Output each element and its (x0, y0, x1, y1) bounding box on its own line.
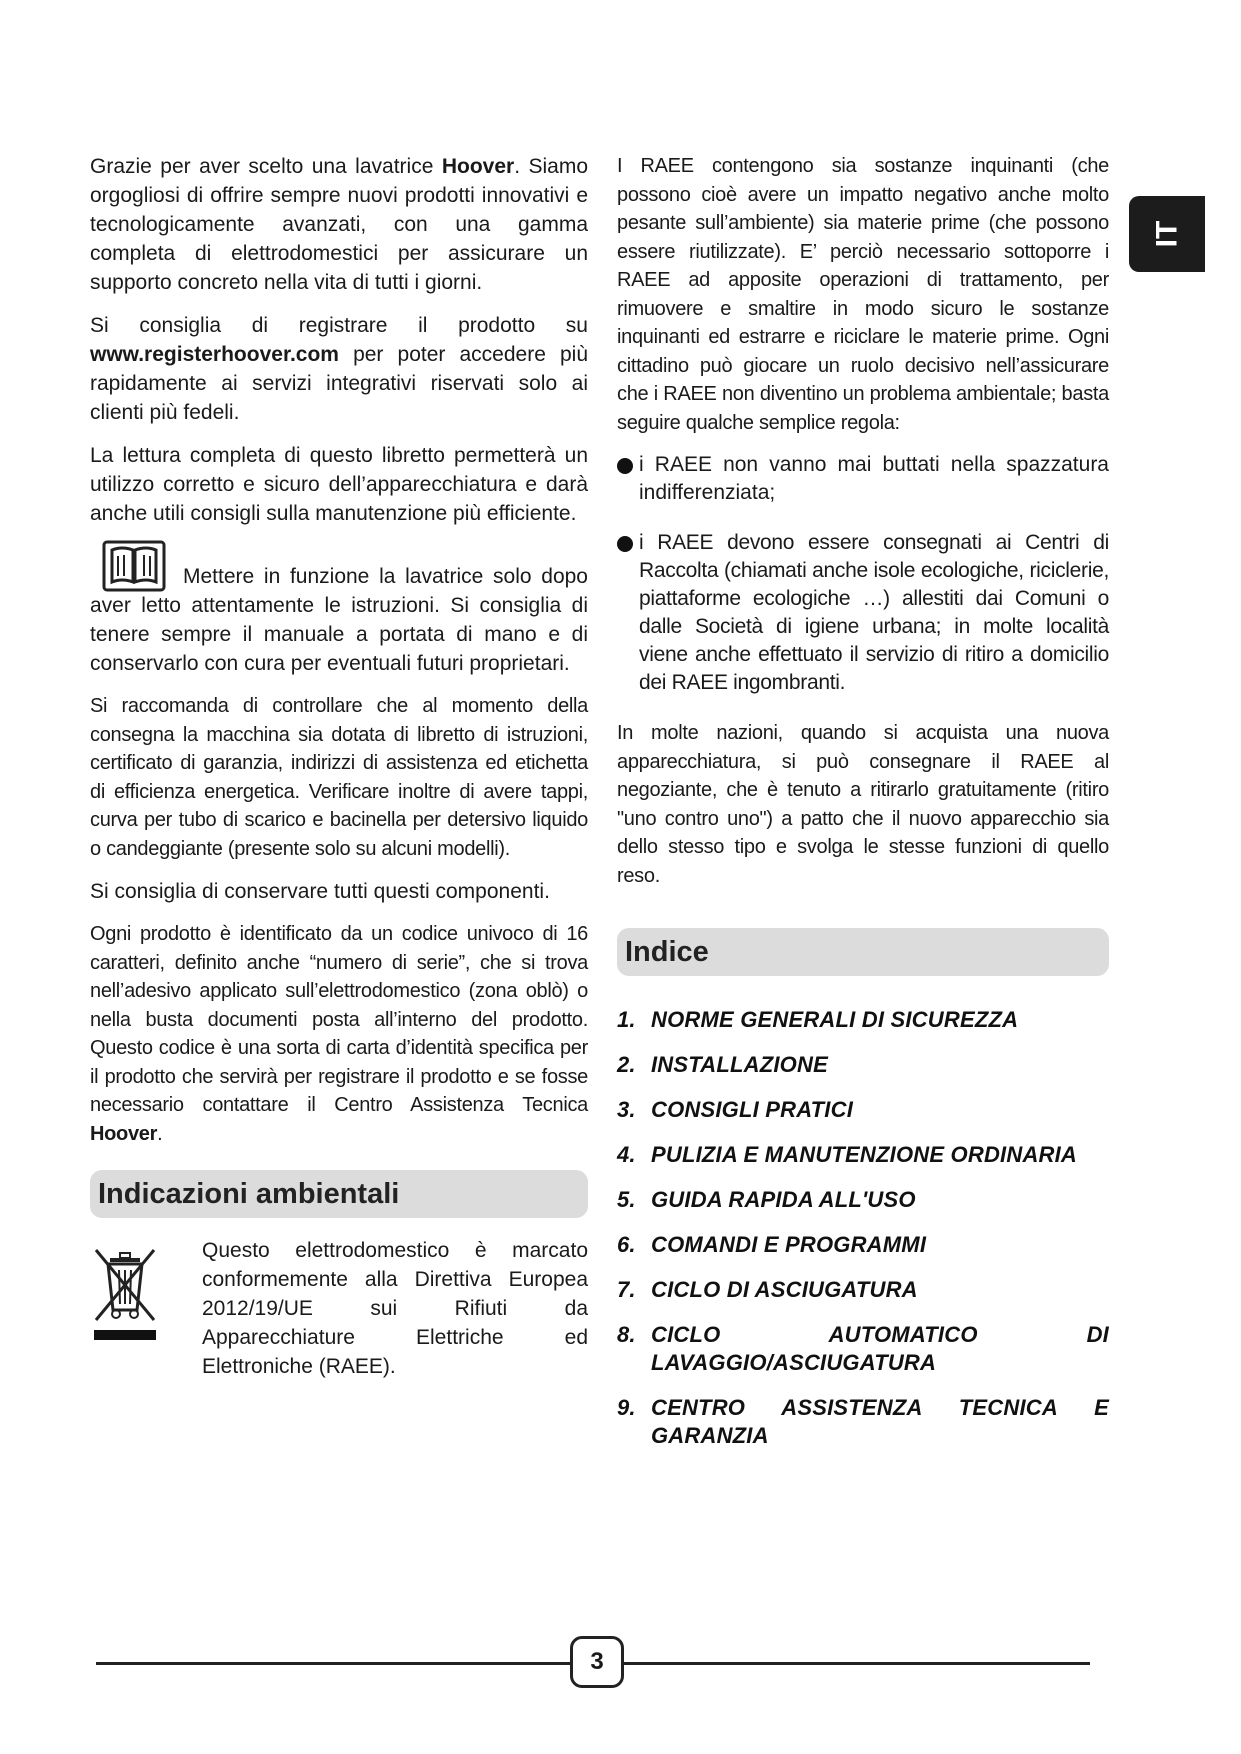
toc-item[interactable]: 6. COMANDI E PROGRAMMI (617, 1232, 927, 1257)
brand-name-footer: Hoover (90, 1122, 158, 1145)
list-item: i RAEE devono essere consegnati ai Centri di Raccolta (chiamati anche isole ecologiche, riciclerie, piattaforme ecologiche …) allestiti dai Comuni o dalle Società di igiene urbana; in molte località viene anche effettuato il servizio di ritiro a domicilio dei RAEE ingombranti. (617, 529, 1109, 697)
intro-paragraph: Grazie per aver scelto una lavatrice Hoover. Siamo orgogliosi di offrire sempre nuovi prodotti innovativi e tecnologicamente avanzati, con una gamma completa di elettrodomestici per assicurare un supporto concreto nella vita di tutti i giorni. (90, 155, 588, 294)
language-tab (1129, 196, 1205, 272)
toc-item[interactable]: 9. CENTRO ASSISTENZA TECNICA E GARANZIA (617, 1395, 1109, 1448)
toc-item[interactable]: 2. INSTALLAZIONE (617, 1052, 828, 1077)
toc-item[interactable]: 5. GUIDA RAPIDA ALL'USO (617, 1187, 916, 1212)
register-paragraph: Si consiglia di registrare il prodotto su www.registerhoover.com per poter accedere più rapidamente ai servizi integrativi riservati solo ai clienti più fedeli. (90, 314, 588, 424)
weee-paragraph: Questo elettrodomestico è marcato conformemente alla Direttiva Europea 2012/19/UE sui Rifiuti da Apparecchiature Elettriche ed Elettroniche (RAEE). (202, 1239, 588, 1378)
language-tab-label: IT (1149, 220, 1183, 248)
index-heading: Indice (617, 928, 1109, 976)
raee-intro-paragraph: I RAEE contengono sia sostanze inquinanti (che possono cioè avere un impatto negativo anche molto pesante sull’ambiente) sia materie prime (che possono essere riutilizzate). E’ perciò necessario sottoporre i RAEE ad apposite operazioni di trattamento, per rimuovere e smaltire in modo sicuro le sostanze inquinanti ed estrarre e riciclare le materie prime. Ogni cittadino può giocare un ruolo decisivo nell’assicurare che i RAEE non diventino un problema ambientale; basta seguire qualche semplice regola: (617, 155, 1109, 434)
reading-paragraph: La lettura completa di questo libretto permetterà un utilizzo corretto e sicuro dell’apparecchiatura e darà anche utili consigli sulla manutenzione più efficiente. (90, 444, 588, 525)
open-book-icon (102, 540, 166, 592)
toc-item[interactable]: 7. CICLO DI ASCIUGATURA (617, 1277, 918, 1302)
crossed-bin-icon (90, 1244, 160, 1340)
toc-item[interactable]: 3. CONSIGLI PRATICI (617, 1097, 854, 1122)
list-item: i RAEE non vanno mai buttati nella spazzatura indifferenziata; (617, 451, 1109, 507)
serial-paragraph: Ogni prodotto è identificato da un codice univoco di 16 caratteri, definito anche “numero di serie”, che si trova nell’adesivo applicato sull’elettrodomestico (zona oblò) o nella busta documenti posta all’interno del prodotto. Questo codice è una sorta di carta d’identità specifica per il prodotto che servirà per registrare il prodotto e se fosse necessario contattare il Centro Assistenza Tecnica Hoover. (90, 923, 588, 1145)
nations-paragraph: In molte nazioni, quando si acquista una nuova apparecchiatura, si può consegnare il RAEE al negoziante, che è tenuto a ritirarlo gratuitamente (ritiro "uno contro uno") a patto che il nuovo apparecchio sia dello stesso tipo e svolga le stesse funzioni di quello reso. (617, 722, 1109, 887)
raee-rules-list (617, 451, 1109, 697)
bullet-icon (617, 536, 633, 552)
table-of-contents (617, 1006, 1109, 1450)
check-delivery-paragraph: Si raccomanda di controllare che al momento della consegna la macchina sia dotata di libretto di istruzioni, certificato di garanzia, indirizzi di assistenza ed etichetta di efficienza energetica. Verificare inoltre di avere tappi, curva per tubo di scarico e bacinella per detersivo liquido o candeggiante (presente solo su alcuni modelli). (90, 695, 588, 860)
right-column (617, 152, 1109, 1467)
footer-rule-left (96, 1662, 570, 1665)
register-url[interactable]: www.registerhoover.com (90, 343, 339, 366)
env-section-heading: Indicazioni ambientali (90, 1170, 588, 1218)
footer-rule-right (624, 1662, 1090, 1665)
toc-item[interactable]: 8. CICLO AUTOMATICO DI LAVAGGIO/ASCIUGATURA (617, 1322, 1109, 1375)
keep-components-paragraph: Si consiglia di conservare tutti questi componenti. (90, 880, 550, 903)
bullet-icon (617, 458, 633, 474)
left-column (90, 152, 588, 1395)
manual-note-paragraph: Mettere in funzione la lavatrice solo dopo aver letto attentamente le istruzioni. Si consiglia di tenere sempre il manuale a portata di mano e di conservarlo con cura per eventuali futuri proprietari. (90, 565, 588, 675)
page-number: 3 (570, 1636, 624, 1688)
brand-name: Hoover (441, 155, 515, 178)
toc-item[interactable]: 4. PULIZIA E MANUTENZIONE ORDINARIA (617, 1142, 1078, 1167)
manual-note-block (90, 542, 588, 678)
toc-item[interactable]: 1. NORME GENERALI DI SICUREZZA (617, 1007, 1019, 1032)
weee-block (90, 1236, 588, 1395)
